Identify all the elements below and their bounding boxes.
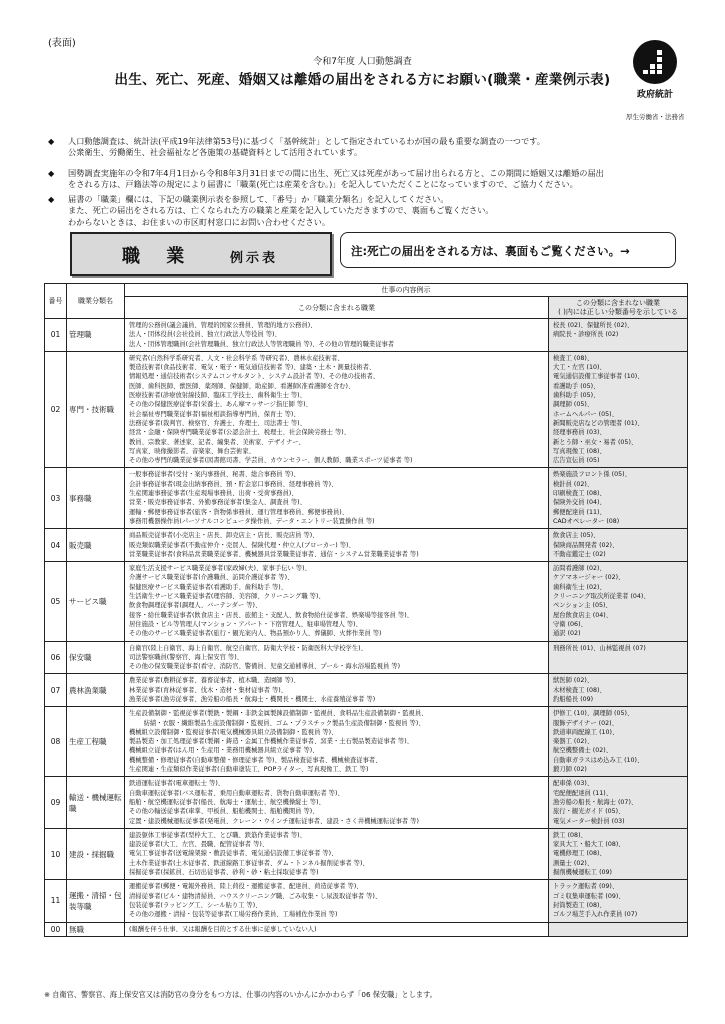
included-line: 自衛官(陸上自衛官、海上自衛官、航空自衛官、防衛大学校・防衛医科大学校学生)、 xyxy=(129,644,367,652)
row-number: 02 xyxy=(45,351,67,468)
table-row xyxy=(45,641,688,674)
col-header-excluded xyxy=(549,297,688,319)
page-title: 出生、死亡、死産、婚姻又は離婚の届出をされる方にお願い(職業・産業例示表) xyxy=(114,72,611,88)
excluded-line: 検針員 (02)、 xyxy=(553,480,594,488)
included-line: その他の専門的職業従事者(図書館司書、学芸員、カウンセラー、個人教師、職業スポーツ従事者 等) xyxy=(129,457,413,465)
row-included-occupations xyxy=(125,319,549,352)
included-line: 鉄道運転従事者(電車運転士 等)、 xyxy=(129,780,225,788)
included-line: 機械組立従事者(はん用・生産用・業務用機械器具組立従事者 等)、 xyxy=(129,747,319,755)
table-row xyxy=(45,529,688,562)
bullet-line: 人口動態調査は、統計法(平成19年法律第53号)に基づく「基幹統計」として指定されているわが国の最も重要な調査の一つです。 xyxy=(68,136,545,146)
excluded-line: 刑務所長 (01)、山林監視員 (07) xyxy=(553,644,646,652)
row-category-name: 生産工程職 xyxy=(67,707,125,777)
excluded-line: 宅配便配達員 (11)、 xyxy=(553,789,613,797)
excluded-line: ゴルフ場芝手入れ作業員 (07) xyxy=(553,911,638,919)
table-row xyxy=(45,922,688,936)
included-line: (報酬を伴う仕事、又は報酬を目的とする仕事に従事していない人) xyxy=(129,925,317,933)
included-line: 医師、歯科医師、獣医師、薬剤師、保健師、助産師、看護師(准看護師を含む)、 xyxy=(129,382,355,390)
included-line: 機械整備・修理従事者(自動車整備・修理従事者 等)、製品検査従事者、機械検査従事者、 xyxy=(129,756,382,764)
excluded-line: 漁労船の船長・航海士 (07)、 xyxy=(553,798,638,806)
excluded-line: CADオペレーター (08) xyxy=(553,517,620,525)
diamond-bullet-icon: ◆ xyxy=(48,136,55,146)
included-line: 法人・団体管理職員(会社管理職員、独立行政法人等管理職員 等)、その他の管理的職業従事者 xyxy=(129,340,395,348)
col-header-content: 仕事の内容例示 xyxy=(125,284,688,297)
table-row xyxy=(45,319,688,352)
excluded-line: 大工・左官 (10)、 xyxy=(553,364,606,372)
included-line: 写真家、映像撮影者、音楽家、舞台芸術家、 xyxy=(129,447,255,455)
excluded-line: 歯科助手 (05)、 xyxy=(553,392,600,400)
government-statistics-logo xyxy=(626,40,684,121)
excluded-line: 釣船船長 (09) xyxy=(553,695,594,703)
col-header-name: 職業分類名 xyxy=(67,284,125,319)
excluded-header-line: この分類に含まれない職業 xyxy=(576,298,660,307)
included-line: 営業・販売事務従事者、外勤事務従事者(集金人、調査員 等)、 xyxy=(129,499,306,507)
included-line: 生産関連・生産類似作業従事者(自動車塗装工、POPライター、写真現像工、鉄工 等) xyxy=(129,766,369,774)
table-row xyxy=(45,777,688,828)
included-line: 生活衛生サービス職業従事者(理容師、美容師、クリーニング職 等)、 xyxy=(129,593,325,601)
excluded-line: 病院長・診療所長 (02) xyxy=(553,331,619,339)
header-occupation: 職 業 xyxy=(122,246,195,267)
row-category-name: 無職 xyxy=(67,922,125,936)
included-line: 採掘従事者(採鉱員、石切出従事者、砂利・砂・粘土採取従事者 等) xyxy=(129,869,319,877)
row-excluded-occupations xyxy=(549,707,688,777)
included-line: 製造技術者(食品技術者、電気・電子・電気通信技術者 等)、建築・土木・測量技術者、 xyxy=(129,364,376,372)
excluded-line: 校長 (02)、保健所長 (02)、 xyxy=(553,322,634,329)
included-line: 建設躯体工事従事者(型枠大工、とび職、鉄筋作業従事者 等)、 xyxy=(129,831,306,839)
table-row xyxy=(45,562,688,641)
included-line: 情報処理・通信技術者(システムコンサルタント、システム設計者 等)、その他の技術者、 xyxy=(129,373,380,381)
included-line: 居住施設・ビル等管理人(マンション・アパート・下宿管理人、駐車場管理人 等)、 xyxy=(129,620,362,628)
included-line: 運搬従事者(郵便・電報外務員、陸上荷役・運搬従事者、配達員、荷造従事者 等)、 xyxy=(129,883,363,891)
excluded-line: 守衛 (06)、 xyxy=(553,620,587,628)
included-line: 農業従事者(農耕従事者、養畜従事者、植木職、造園師 等)、 xyxy=(129,677,300,685)
excluded-line: 保険商品開発者 (02)、 xyxy=(553,541,619,549)
row-number: 07 xyxy=(45,674,67,707)
included-line: 営業職業従事者(食料品営業職業従事者、機械器具営業職業従事者、通信・システム営業職業従事者 等) xyxy=(129,550,419,558)
excluded-line: 不動産鑑定士 (02) xyxy=(553,550,606,558)
row-included-occupations xyxy=(125,468,549,529)
included-line: 介護サービス職業従事者(介護職員、訪問介護従事者 等)、 xyxy=(129,574,294,582)
excluded-line: 鉄工 (08)、 xyxy=(553,831,587,839)
included-line: 運輸・郵便事務従事者(旅客・貨物係事務員、運行管理事務員、郵便事務員)、 xyxy=(129,508,349,516)
row-number: 05 xyxy=(45,562,67,641)
included-line: 一般事務従事者(受付・案内事務員、秘書、総合事務員 等)、 xyxy=(129,471,300,479)
excluded-line: 新聞販売店などの管理者 (01)、 xyxy=(553,419,644,427)
included-line: 司法警察職員(警察官、海上保安官 等)、 xyxy=(129,653,243,661)
excluded-line: ケアマネージャー (02)、 xyxy=(553,574,625,582)
excluded-line: 家具大工・船大工 (08)、 xyxy=(553,841,625,849)
excluded-line: 郵便配達員 (11)、 xyxy=(553,508,606,516)
included-line: 船舶・航空機運転従事者(船長、航海士・運航士、航空機操縦士 等)、 xyxy=(129,798,325,806)
notice-bullet-1 xyxy=(48,136,698,159)
row-included-occupations xyxy=(125,529,549,562)
occupation-example-header xyxy=(70,232,332,276)
excluded-line: 測量士 (02)、 xyxy=(553,859,594,867)
included-line: 保健医療サービス職業従事者(看護助手、歯科助手 等)、 xyxy=(129,583,288,591)
excluded-line: トラック運転者 (09)、 xyxy=(553,883,619,891)
included-line: 法務従事者(裁判官、検察官、弁護士、弁理士、司法書士 等)、 xyxy=(129,419,306,427)
table-row xyxy=(45,468,688,529)
excluded-line: 電気通信設備工事従事者 (10)、 xyxy=(553,373,644,381)
excluded-line: 印刷検査工 (08)、 xyxy=(553,490,606,498)
row-excluded-occupations xyxy=(549,641,688,674)
included-line: その他のサービス職業従事者(旅行・観光案内人、物品預かり人、葬儀師、火葬作業員 等) xyxy=(129,630,382,638)
row-category-name: 販売職 xyxy=(67,529,125,562)
bullet-line: わからないときは、お住まいの市区町村窓口にお問い合わせください。 xyxy=(68,216,331,227)
row-included-occupations xyxy=(125,641,549,674)
excluded-line: 鍛刀師 (02) xyxy=(553,766,587,774)
excluded-line: 看護助手 (05)、 xyxy=(553,382,600,390)
logo-ministries: 厚生労働省・法務省 xyxy=(626,113,685,121)
included-line: 接客・給仕職業従事者(飲食店主・店長、旅館主・支配人、飲食物給仕従事者、娯楽場等接客員 等)、 xyxy=(129,611,413,619)
row-category-name: サービス職 xyxy=(67,562,125,641)
notice-bullet-2 xyxy=(48,168,698,191)
bullet-line: また、死亡の届出をされる方は、亡くなられた方の職業と産業を記入していただきますので、裏面もご覧ください。 xyxy=(68,205,494,216)
included-line: 会計事務従事者(現金出納事務員、預・貯金窓口事務員、経理事務員 等)、 xyxy=(129,480,338,488)
included-line: 医療技術者(診療放射線技師、臨床工学技士、歯科衛生士 等)、 xyxy=(129,392,306,400)
row-excluded-occupations xyxy=(549,468,688,529)
row-number: 08 xyxy=(45,707,67,777)
row-included-occupations xyxy=(125,562,549,641)
row-excluded-occupations xyxy=(549,674,688,707)
row-number: 06 xyxy=(45,641,67,674)
bullet-line: 公衆衛生、労働衛生、社会福祉など各施策の基礎資料として活用されています。 xyxy=(68,147,363,158)
included-line: 商品販売従事者(小売店主・店長、卸売店主・店長、販売店員 等)、 xyxy=(129,532,319,540)
excluded-line: 楽器工 (02)、 xyxy=(553,738,594,746)
excluded-line: 掘削機械運転工 (09) xyxy=(553,869,613,877)
included-line: 電気工事従事者(送電線架線・敷設従事者、電気通信設備工事従事者 等)、 xyxy=(129,850,338,858)
table-row xyxy=(45,828,688,879)
excluded-line: 屋台飲食店主 (04)、 xyxy=(553,611,613,619)
excluded-line: 訪問看護師 (02)、 xyxy=(553,565,606,573)
excluded-line: 木材検査工 (08)、 xyxy=(553,686,606,694)
included-line: 紡績・衣服・繊維製品生産設備制御・監視員、ゴム・プラスチック製品生産設備制御・監視員 等)、 xyxy=(129,719,425,727)
excluded-line: ホームヘルパー (05)、 xyxy=(553,410,618,418)
row-excluded-occupations xyxy=(549,777,688,828)
col-header-included: この分類に含まれる職業 xyxy=(125,297,549,319)
excluded-line: 配車係 (03)、 xyxy=(553,780,594,788)
row-number: 03 xyxy=(45,468,67,529)
bullet-line: をされる方は、戸籍法等の規定により届書に「職業(死亡は産業を含む。)」を記入していただくことになっていますので、ご協力ください。 xyxy=(68,179,578,190)
row-included-occupations xyxy=(125,880,549,922)
excluded-line: 広告宣伝員 (05) xyxy=(553,457,600,465)
excluded-line: 写真現像工 (08)、 xyxy=(553,447,606,455)
row-included-occupations xyxy=(125,777,549,828)
excluded-line: 旅行・観光ガイド (05)、 xyxy=(553,808,625,816)
row-category-name: 保安職 xyxy=(67,641,125,674)
row-included-occupations xyxy=(125,922,549,936)
included-line: その他の輸送従事者(車掌、甲板員、船舶機関士、船舶機関員 等)、 xyxy=(129,808,319,816)
back-side-note: 注:死亡の届出をされる方は、裏面もご覧ください。→ xyxy=(340,232,676,268)
row-category-name: 運搬・清掃・包装等職 xyxy=(67,880,125,922)
included-line: 事務用機器操作員(パーソナルコンピュータ操作員、データ・エントリー装置操作員 等) xyxy=(129,517,375,525)
excluded-line: 検査工 (08)、 xyxy=(553,354,594,362)
included-line: 建設従事者(大工、左官、畳職、配管従事者 等)、 xyxy=(129,841,269,849)
included-line: 経営・金融・保険専門職業従事者(公認会計士、税理士、社会保険労務士 等)、 xyxy=(129,429,351,437)
row-excluded-occupations xyxy=(549,922,688,936)
header-example-table: 例示表 xyxy=(230,251,279,266)
included-line: 自動車運転従事者(バス運転者、乗用自動車運転者、貨物自動車運転者 等)、 xyxy=(129,789,344,797)
row-category-name: 輸送・機械運転職 xyxy=(67,777,125,828)
bullet-line: 国勢調査実施年の令和7年4月1日から令和8年3月31日までの間に出生、死亡又は死産があって届け出られる方と、この期間に婚姻又は離婚の届出 xyxy=(68,168,604,178)
excluded-line: 新とう師・巫女・易者 (05)、 xyxy=(553,438,638,446)
included-line: 研究者(自然科学系研究者、人文・社会科学系 等研究者)、農林水産技術者、 xyxy=(129,354,344,362)
logo-title: 政府統計 xyxy=(636,90,673,100)
included-line: 家庭生活支援サービス職業従事者(家政婦(夫)、家事手伝い 等)、 xyxy=(129,565,311,573)
excluded-line: 服飾デザイナー (02)、 xyxy=(553,719,618,727)
excluded-line: 経理事務員 (03)、 xyxy=(553,429,606,437)
included-line: その他の保安職業従事者(看守、消防官、警備員、児童交通補導員、プール・海水浴場監視員 等) xyxy=(129,663,401,671)
excluded-line: 封筒製造工 (08)、 xyxy=(553,901,606,909)
row-category-name: 管理職 xyxy=(67,319,125,352)
row-number: 11 xyxy=(45,880,67,922)
excluded-line: 自動車ガラスはめ込み工 (10)、 xyxy=(553,756,644,764)
row-excluded-occupations xyxy=(549,880,688,922)
row-category-name: 建設・採掘職 xyxy=(67,828,125,879)
row-excluded-occupations xyxy=(549,351,688,468)
excluded-line: 飲食店主 (05)、 xyxy=(553,532,600,540)
excluded-line: 通訳 (02) xyxy=(553,630,581,638)
bullet-line: 届書の「職業」欄には、下記の職業例示表を参照して、「番号」か「職業分類名」を記入してください。 xyxy=(68,194,449,204)
occupation-table xyxy=(44,283,688,937)
row-included-occupations xyxy=(125,707,549,777)
included-line: 法人・団体役員(会社役員、独立行政法人等役員 等)、 xyxy=(129,331,281,339)
included-line: 包装従事者(ラッピング工、シール貼り工 等)、 xyxy=(129,901,262,909)
included-line: 土木作業従事者(土木従事者、鉄道線路工事従事者、ダム・トンネル掘削従事者 等)、 xyxy=(129,859,369,867)
diamond-bullet-icon: ◆ xyxy=(48,168,55,178)
notice-bullet-3 xyxy=(48,194,698,228)
row-category-name: 農林漁業職 xyxy=(67,674,125,707)
row-included-occupations xyxy=(125,674,549,707)
included-line: 管理的公務員(議会議員、管理的国家公務員、管理的地方公務員)、 xyxy=(129,322,317,329)
included-line: 定置・建設機械運転従事者(発電員、クレーン・ウインチ運転従事者、建設・さく井機械運転従事者 等) xyxy=(129,817,419,825)
excluded-line: 調理師 (05)、 xyxy=(553,401,594,409)
row-excluded-occupations xyxy=(549,828,688,879)
table-row xyxy=(45,351,688,468)
row-excluded-occupations xyxy=(549,529,688,562)
included-line: 生産関連事務従事者(生産現場事務員、出荷・受荷事務員)、 xyxy=(129,490,298,498)
row-category-name: 専門・技術職 xyxy=(67,351,125,468)
excluded-line: 電機修理工 (08)、 xyxy=(553,850,606,858)
row-number: 01 xyxy=(45,319,67,352)
excluded-line: 伊修工 (10)、調理師 (05)、 xyxy=(553,710,634,718)
row-number: 10 xyxy=(45,828,67,879)
footnote: ※ 自衛官、警察官、海上保安官又は消防官の身分をもつ方は、仕事の内容のいかんにかかわらず「06 保安職」とします。 xyxy=(44,990,437,999)
side-label: (表面) xyxy=(48,38,76,49)
excluded-line: クリーニング取次所従業者 (04)、 xyxy=(553,593,650,601)
included-line: 教員、宗教家、著述家、記者、編集者、美術家、デザイナー、 xyxy=(129,438,305,446)
row-excluded-occupations xyxy=(549,562,688,641)
included-line: 清掃従事者(ビル・建物清掃員、ハウスクリーニング職、ごみ収集・し尿汲取従事者 等)、 xyxy=(129,892,382,900)
included-line: 社会福祉専門職業従事者(福祉相談指導専門員、保育士 等)、 xyxy=(129,410,300,418)
row-number: 04 xyxy=(45,529,67,562)
included-line: 販売類似職業従事者(不動産仲介・売買人、保険代理・仲立人(ブローカー) 等)、 xyxy=(129,541,355,549)
included-line: その他の保健医療従事者(栄養士、あん摩マッサージ指圧師 等)、 xyxy=(129,401,312,409)
stats-logo-icon xyxy=(633,40,677,84)
included-line: その他の運搬・清掃・包装等従事者(工場労務作業員、工場補佐作業員 等) xyxy=(129,911,338,919)
included-line: 飲食物調理従事者(調理人、バーテンダー 等)、 xyxy=(129,602,262,610)
table-row xyxy=(45,707,688,777)
table-row xyxy=(45,880,688,922)
table-row xyxy=(45,674,688,707)
excluded-line: 航空機整備士 (02)、 xyxy=(553,747,613,755)
excluded-line: 保険外交員 (04)、 xyxy=(553,499,606,507)
excluded-line: 娯楽施設フロント係 (05)、 xyxy=(553,471,631,479)
included-line: 漁業従事者(漁労従事者、漁労船の船長・航海士・機関長・機関士、水産養殖従事者 等) xyxy=(129,695,376,703)
included-line: 林業従事者(育林従事者、伐木・造材・集材従事者 等)、 xyxy=(129,686,288,694)
row-number: 09 xyxy=(45,777,67,828)
excluded-line: 電気メーター検針員 (03) xyxy=(553,817,625,825)
excluded-line: 歯科衛生士 (02)、 xyxy=(553,583,606,591)
row-included-occupations xyxy=(125,351,549,468)
included-line: 生産設備制御・監視従事者(製銑・製鋼・非鉄金属製錬設備制御・監視員、食料品生産設備制御・監視員、 xyxy=(129,710,428,718)
col-header-number: 番号 xyxy=(45,284,67,319)
row-number: 00 xyxy=(45,922,67,936)
diamond-bullet-icon: ◆ xyxy=(48,194,55,204)
excluded-line: ペンション主 (05)、 xyxy=(553,602,612,610)
row-included-occupations xyxy=(125,828,549,879)
row-excluded-occupations xyxy=(549,319,688,352)
row-category-name: 事務職 xyxy=(67,468,125,529)
excluded-line: 獣医師 (02)、 xyxy=(553,677,594,685)
included-line: 機械組立設備制御・監視従事者(電気機械器具組立設備制御・監視員 等)、 xyxy=(129,728,338,736)
excluded-header-line: ( )内には正しい分類番号を示している xyxy=(558,307,678,316)
survey-name: 令和7年度 人口動態調査 xyxy=(313,57,412,67)
included-line: 製品製造・加工処理従事者(製鋼・鋳造・金属工作機械作業従事者、窯業・土石製品製造従事者 等)、 xyxy=(129,738,413,746)
excluded-line: ゴミ収集車運転者 (09)、 xyxy=(553,892,625,900)
excluded-line: 鉄道車両配線工 (10)、 xyxy=(553,728,619,736)
